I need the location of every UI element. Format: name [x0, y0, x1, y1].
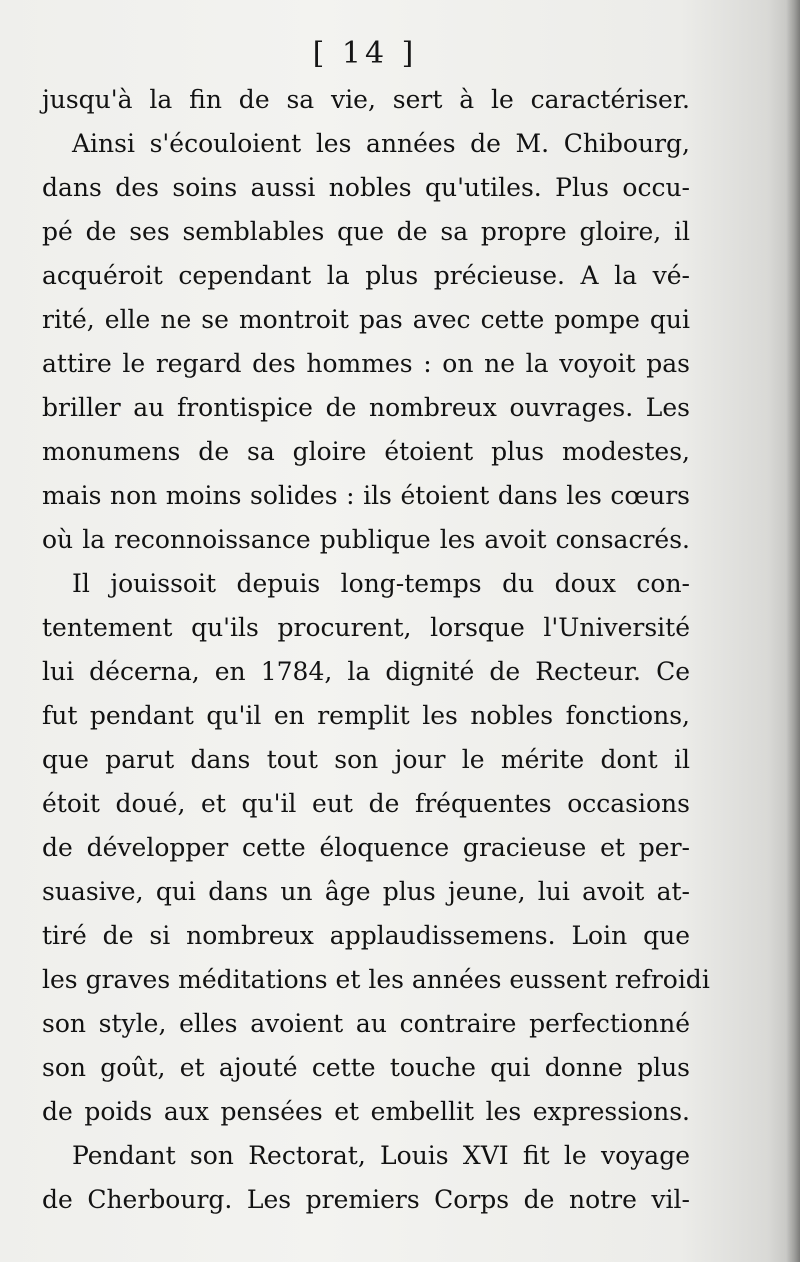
text-line — [42, 78, 690, 122]
text-line-content: étoit doué, et qu'il eut de fréquentes occasions — [42, 789, 690, 818]
text-line-content: Il jouissoit depuis long-temps du doux con- — [72, 569, 690, 598]
text-line-content: les graves méditations et les années eussent refroidi — [42, 965, 710, 994]
text-line — [42, 1134, 690, 1178]
text-line-content: monumens de sa gloire étoient plus modestes, — [42, 437, 690, 466]
text-line — [42, 914, 690, 958]
text-line-content: de poids aux pensées et embellit les expressions. — [42, 1097, 690, 1126]
text-line-content: dans des soins aussi nobles qu'utiles. Plus occu- — [42, 173, 690, 202]
body-text — [42, 78, 710, 1222]
text-line — [42, 1178, 690, 1222]
text-line — [42, 518, 690, 562]
text-line — [42, 254, 690, 298]
text-line — [42, 474, 690, 518]
text-line — [42, 298, 690, 342]
text-line-content: lui décerna, en 1784, la dignité de Recteur. Ce — [42, 657, 690, 686]
text-line — [42, 562, 690, 606]
text-line-content: jusqu'à la fin de sa vie, sert à le caractériser. — [42, 85, 690, 114]
text-line-content: mais non moins solides : ils étoient dans les cœurs — [42, 481, 690, 510]
text-line — [42, 782, 690, 826]
text-line-content: où la reconnoissance publique les avoit consacrés. — [42, 525, 690, 554]
text-line-content: de Cherbourg. Les premiers Corps de notre vil- — [42, 1185, 690, 1214]
text-line-content: son style, elles avoient au contraire perfectionné — [42, 1009, 690, 1038]
text-line-content: pé de ses semblables que de sa propre gloire, il — [42, 217, 690, 246]
text-line — [42, 1002, 690, 1046]
text-line-content: suasive, qui dans un âge plus jeune, lui avoit at- — [42, 877, 690, 906]
text-line — [42, 1090, 690, 1134]
text-line-content: fut pendant qu'il en remplit les nobles fonctions, — [42, 701, 690, 730]
text-line-content: Pendant son Rectorat, Louis XVI fit le voyage — [72, 1141, 690, 1170]
text-line-content: son goût, et ajouté cette touche qui donne plus — [42, 1053, 690, 1082]
text-line — [42, 166, 690, 210]
text-line — [42, 122, 690, 166]
text-line-content: attire le regard des hommes : on ne la voyoit pas — [42, 349, 690, 378]
text-line — [42, 342, 690, 386]
page-number: [ 14 ] — [312, 36, 418, 71]
text-line — [42, 650, 690, 694]
text-line — [42, 386, 690, 430]
text-line — [42, 606, 690, 650]
text-line — [42, 870, 690, 914]
text-line-content: que parut dans tout son jour le mérite dont il — [42, 745, 690, 774]
text-line — [42, 1046, 690, 1090]
text-line — [42, 430, 690, 474]
text-line-content: tentement qu'ils procurent, lorsque l'Université — [42, 613, 690, 642]
text-line — [42, 694, 690, 738]
text-line-content: tiré de si nombreux applaudissemens. Loin que — [42, 921, 690, 950]
page-edge-shadow — [786, 0, 800, 1262]
text-line — [42, 826, 690, 870]
text-line — [42, 210, 690, 254]
text-line-content: rité, elle ne se montroit pas avec cette pompe qui — [42, 305, 690, 334]
text-line — [42, 958, 710, 1002]
text-line-content: briller au frontispice de nombreux ouvrages. Les — [42, 393, 690, 422]
text-line-content: acquéroit cependant la plus précieuse. A la vé- — [42, 261, 690, 290]
text-line — [42, 738, 690, 782]
text-line-content: Ainsi s'écouloient les années de M. Chibourg, — [72, 129, 690, 158]
text-line-content: de développer cette éloquence gracieuse et per- — [42, 833, 690, 862]
